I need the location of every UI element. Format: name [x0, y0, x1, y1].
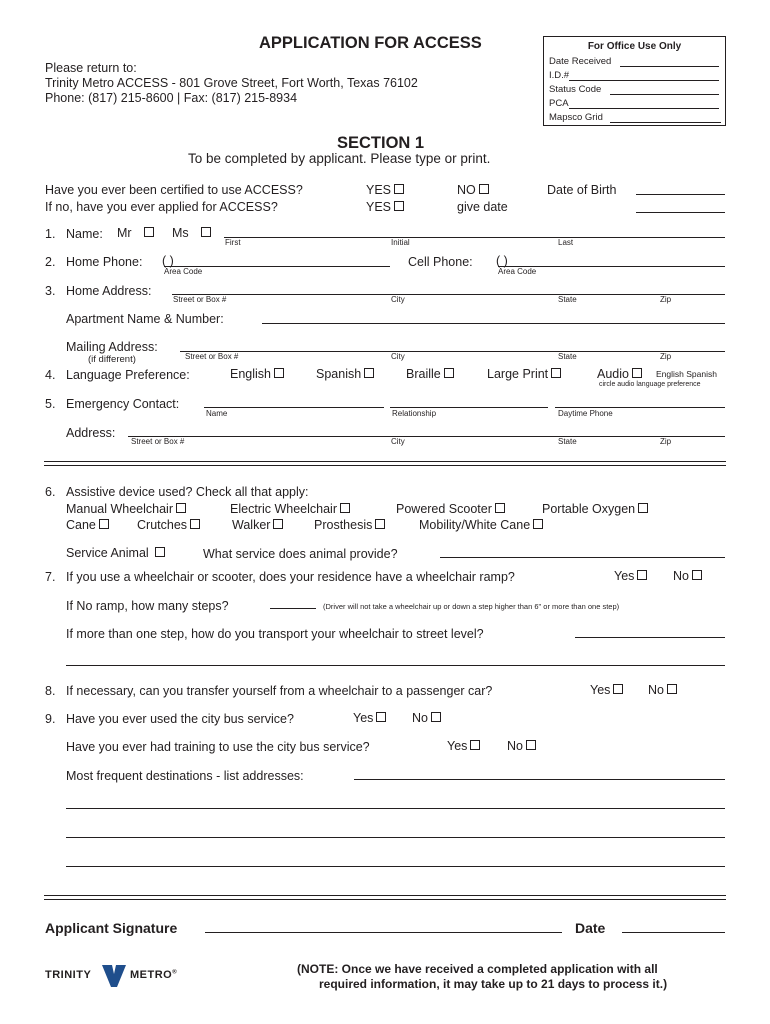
if-different-caption: (if different) — [88, 354, 136, 365]
lang-audio: Audio — [597, 367, 642, 381]
logo-trinity-text: TRINITY — [45, 969, 92, 981]
applied-date-field[interactable] — [636, 212, 725, 213]
lang-english: English — [230, 367, 284, 381]
emergency-phone-field[interactable] — [555, 407, 725, 408]
return-address: Trinity Metro ACCESS - 801 Grove Street, Fort Worth, Texas 76102 — [45, 76, 418, 90]
large-print-checkbox[interactable] — [551, 368, 561, 378]
emergency-street-caption: Street or Box # — [131, 437, 185, 446]
emergency-state-caption: State — [558, 437, 577, 446]
device-mobility-cane: Mobility/White Cane — [419, 518, 543, 532]
apartment-field[interactable] — [262, 323, 725, 324]
emergency-name-caption: Name — [206, 409, 228, 418]
processing-note-line2: required information, it may take up to 21 days to process it.) — [319, 977, 668, 991]
office-use-title: For Office Use Only — [587, 41, 682, 52]
manual-wheelchair-checkbox[interactable] — [176, 503, 186, 513]
certified-no-checkbox[interactable] — [479, 184, 489, 194]
dob-field[interactable] — [636, 194, 725, 195]
state-caption: State — [558, 295, 577, 304]
device-cane: Cane — [66, 518, 109, 532]
destinations-line-3[interactable] — [66, 837, 725, 838]
training-question: Have you ever had training to use the city bus service? — [66, 740, 370, 754]
transfer-yes: Yes — [590, 683, 623, 697]
address-number: 3. — [45, 284, 56, 298]
relationship-caption: Relationship — [392, 409, 437, 418]
prosthesis-checkbox[interactable] — [375, 519, 385, 529]
signature-date-label: Date — [575, 920, 606, 936]
bus-number: 9. — [45, 712, 56, 726]
mr-checkbox[interactable] — [144, 227, 154, 237]
signature-field[interactable] — [205, 932, 562, 933]
section-title: SECTION 1 — [337, 134, 425, 152]
ramp-no-checkbox[interactable] — [692, 570, 702, 580]
logo-metro-text: METRO® — [130, 969, 178, 981]
device-service-animal: Service Animal — [66, 546, 165, 560]
braille-checkbox[interactable] — [444, 368, 454, 378]
animal-service-field[interactable] — [440, 557, 725, 558]
mailing-address-label: Mailing Address: — [66, 340, 158, 354]
office-field-date-received: Date Received — [549, 56, 612, 67]
emergency-number: 5. — [45, 397, 56, 411]
logo-mark-icon — [102, 965, 126, 987]
device-label: Assistive device used? Check all that apply: — [66, 485, 309, 499]
phone-fax-line: Phone: (817) 215-8600 | Fax: (817) 215-8934 — [45, 91, 298, 105]
emergency-name-field[interactable] — [204, 407, 384, 408]
city-caption: City — [391, 295, 405, 304]
english-checkbox[interactable] — [274, 368, 284, 378]
office-field-line — [569, 108, 719, 109]
device-electric: Electric Wheelchair — [230, 502, 350, 516]
ramp-yes-checkbox[interactable] — [637, 570, 647, 580]
cell-phone-label: Cell Phone: — [408, 255, 473, 269]
lang-spanish: Spanish — [316, 367, 374, 381]
device-oxygen: Portable Oxygen — [542, 502, 648, 516]
processing-note-line1: (NOTE: Once we have received a completed application with all — [297, 962, 658, 976]
section-divider — [44, 461, 726, 466]
portable-oxygen-checkbox[interactable] — [638, 503, 648, 513]
mailing-street-caption: Street or Box # — [185, 352, 239, 361]
ramp-yes: Yes — [614, 569, 647, 583]
office-field-mapsco-grid: Mapsco Grid — [549, 112, 603, 123]
office-field-pca: PCA — [549, 98, 569, 109]
emergency-address-label: Address: — [66, 426, 116, 440]
emergency-city-caption: City — [391, 437, 405, 446]
signature-divider — [44, 895, 726, 900]
audio-language-options[interactable]: English Spanish — [656, 369, 717, 379]
destinations-line-2[interactable] — [66, 808, 725, 809]
spanish-checkbox[interactable] — [364, 368, 374, 378]
first-caption: First — [225, 238, 241, 247]
destinations-field[interactable] — [354, 779, 725, 780]
dob-label: Date of Birth — [547, 183, 617, 197]
name-field[interactable] — [224, 237, 725, 238]
service-animal-checkbox[interactable] — [155, 547, 165, 557]
steps-question: If No ramp, how many steps? — [66, 599, 229, 613]
language-number: 4. — [45, 368, 56, 382]
device-prosthesis: Prosthesis — [314, 518, 385, 532]
office-field-line — [610, 122, 721, 123]
home-phone-label: Home Phone: — [66, 255, 143, 269]
cell-phone-area-paren: ( ) — [496, 254, 508, 268]
steps-field[interactable] — [270, 608, 316, 609]
device-scooter: Powered Scooter — [396, 502, 505, 516]
bus-yes-checkbox[interactable] — [376, 712, 386, 722]
daytime-phone-caption: Daytime Phone — [558, 409, 613, 418]
office-field-line — [610, 94, 719, 95]
office-field-id: I.D.# — [549, 70, 570, 81]
transfer-number: 8. — [45, 684, 56, 698]
apartment-label: Apartment Name & Number: — [66, 312, 224, 326]
office-field-line — [569, 80, 719, 81]
transport-field-line-2[interactable] — [66, 665, 725, 666]
walker-checkbox[interactable] — [273, 519, 283, 529]
give-date-label: give date — [457, 200, 508, 214]
audio-checkbox[interactable] — [632, 368, 642, 378]
last-caption: Last — [558, 238, 574, 247]
cell-area-code-caption: Area Code — [498, 267, 537, 276]
bus-question: Have you ever used the city bus service? — [66, 712, 294, 726]
mailing-city-caption: City — [391, 352, 405, 361]
transport-question: If more than one step, how do you transport your wheelchair to street level? — [66, 627, 484, 641]
ms-checkbox[interactable] — [201, 227, 211, 237]
name-ms: Ms — [172, 226, 211, 240]
electric-wheelchair-checkbox[interactable] — [340, 503, 350, 513]
device-crutches: Crutches — [137, 518, 200, 532]
certified-yes: YES — [366, 183, 404, 197]
applied-yes: YES — [366, 200, 404, 214]
office-field-line — [620, 66, 719, 67]
mailing-zip-caption: Zip — [660, 352, 672, 361]
certified-no: NO — [457, 183, 489, 197]
emergency-relationship-field[interactable] — [390, 407, 548, 408]
bus-no: No — [412, 711, 441, 725]
crutches-checkbox[interactable] — [190, 519, 200, 529]
name-label: Name: — [66, 227, 103, 241]
home-address-label: Home Address: — [66, 284, 152, 298]
device-number: 6. — [45, 485, 56, 499]
ramp-number: 7. — [45, 570, 56, 584]
initial-caption: Initial — [391, 238, 410, 247]
name-number: 1. — [45, 227, 56, 241]
device-manual: Manual Wheelchair — [66, 502, 186, 516]
cane-checkbox[interactable] — [99, 519, 109, 529]
transfer-no-checkbox[interactable] — [667, 684, 677, 694]
powered-scooter-checkbox[interactable] — [495, 503, 505, 513]
home-address-field[interactable] — [172, 294, 725, 295]
mailing-address-field[interactable] — [180, 351, 725, 352]
driver-note: (Driver will not take a wheelchair up or down a step higher than 6" or more than one step) — [323, 602, 620, 611]
emergency-label: Emergency Contact: — [66, 397, 180, 411]
area-code-caption: Area Code — [164, 267, 203, 276]
zip-caption: Zip — [660, 295, 672, 304]
ramp-no: No — [673, 569, 702, 583]
training-no: No — [507, 739, 536, 753]
training-no-checkbox[interactable] — [526, 740, 536, 750]
training-yes-checkbox[interactable] — [470, 740, 480, 750]
emergency-zip-caption: Zip — [660, 437, 672, 446]
device-walker: Walker — [232, 518, 283, 532]
street-caption: Street or Box # — [173, 295, 227, 304]
return-label: Please return to: — [45, 61, 137, 75]
transfer-question: If necessary, can you transfer yourself from a wheelchair to a passenger car? — [66, 684, 493, 698]
transfer-no: No — [648, 683, 677, 697]
form-title: APPLICATION FOR ACCESS — [259, 34, 482, 52]
audio-note: circle audio language preference — [599, 381, 701, 388]
certified-question: Have you ever been certified to use ACCESS? — [45, 183, 303, 197]
home-phone-area-paren: ( ) — [162, 254, 174, 268]
signature-date-field[interactable] — [622, 932, 725, 933]
transport-field[interactable] — [575, 637, 725, 638]
office-field-status-code: Status Code — [549, 84, 602, 95]
lang-braille: Braille — [406, 367, 454, 381]
destinations-line-4[interactable] — [66, 866, 725, 867]
bus-yes: Yes — [353, 711, 386, 725]
phone-number: 2. — [45, 255, 56, 269]
section-subtitle: To be completed by applicant. Please type or print. — [188, 151, 491, 166]
applied-question: If no, have you ever applied for ACCESS? — [45, 200, 278, 214]
mailing-state-caption: State — [558, 352, 577, 361]
bus-no-checkbox[interactable] — [431, 712, 441, 722]
office-use-box — [543, 36, 726, 126]
transfer-yes-checkbox[interactable] — [613, 684, 623, 694]
language-label: Language Preference: — [66, 368, 190, 382]
certified-yes-checkbox[interactable] — [394, 184, 404, 194]
animal-service-question: What service does animal provide? — [203, 547, 398, 561]
name-mr: Mr — [117, 226, 154, 240]
mobility-cane-checkbox[interactable] — [533, 519, 543, 529]
destinations-label: Most frequent destinations - list addresses: — [66, 769, 304, 783]
training-yes: Yes — [447, 739, 480, 753]
ramp-question: If you use a wheelchair or scooter, does your residence have a wheelchair ramp? — [66, 570, 515, 584]
signature-label: Applicant Signature — [45, 920, 178, 936]
emergency-address-field[interactable] — [128, 436, 725, 437]
applied-yes-checkbox[interactable] — [394, 201, 404, 211]
lang-large-print: Large Print — [487, 367, 561, 381]
